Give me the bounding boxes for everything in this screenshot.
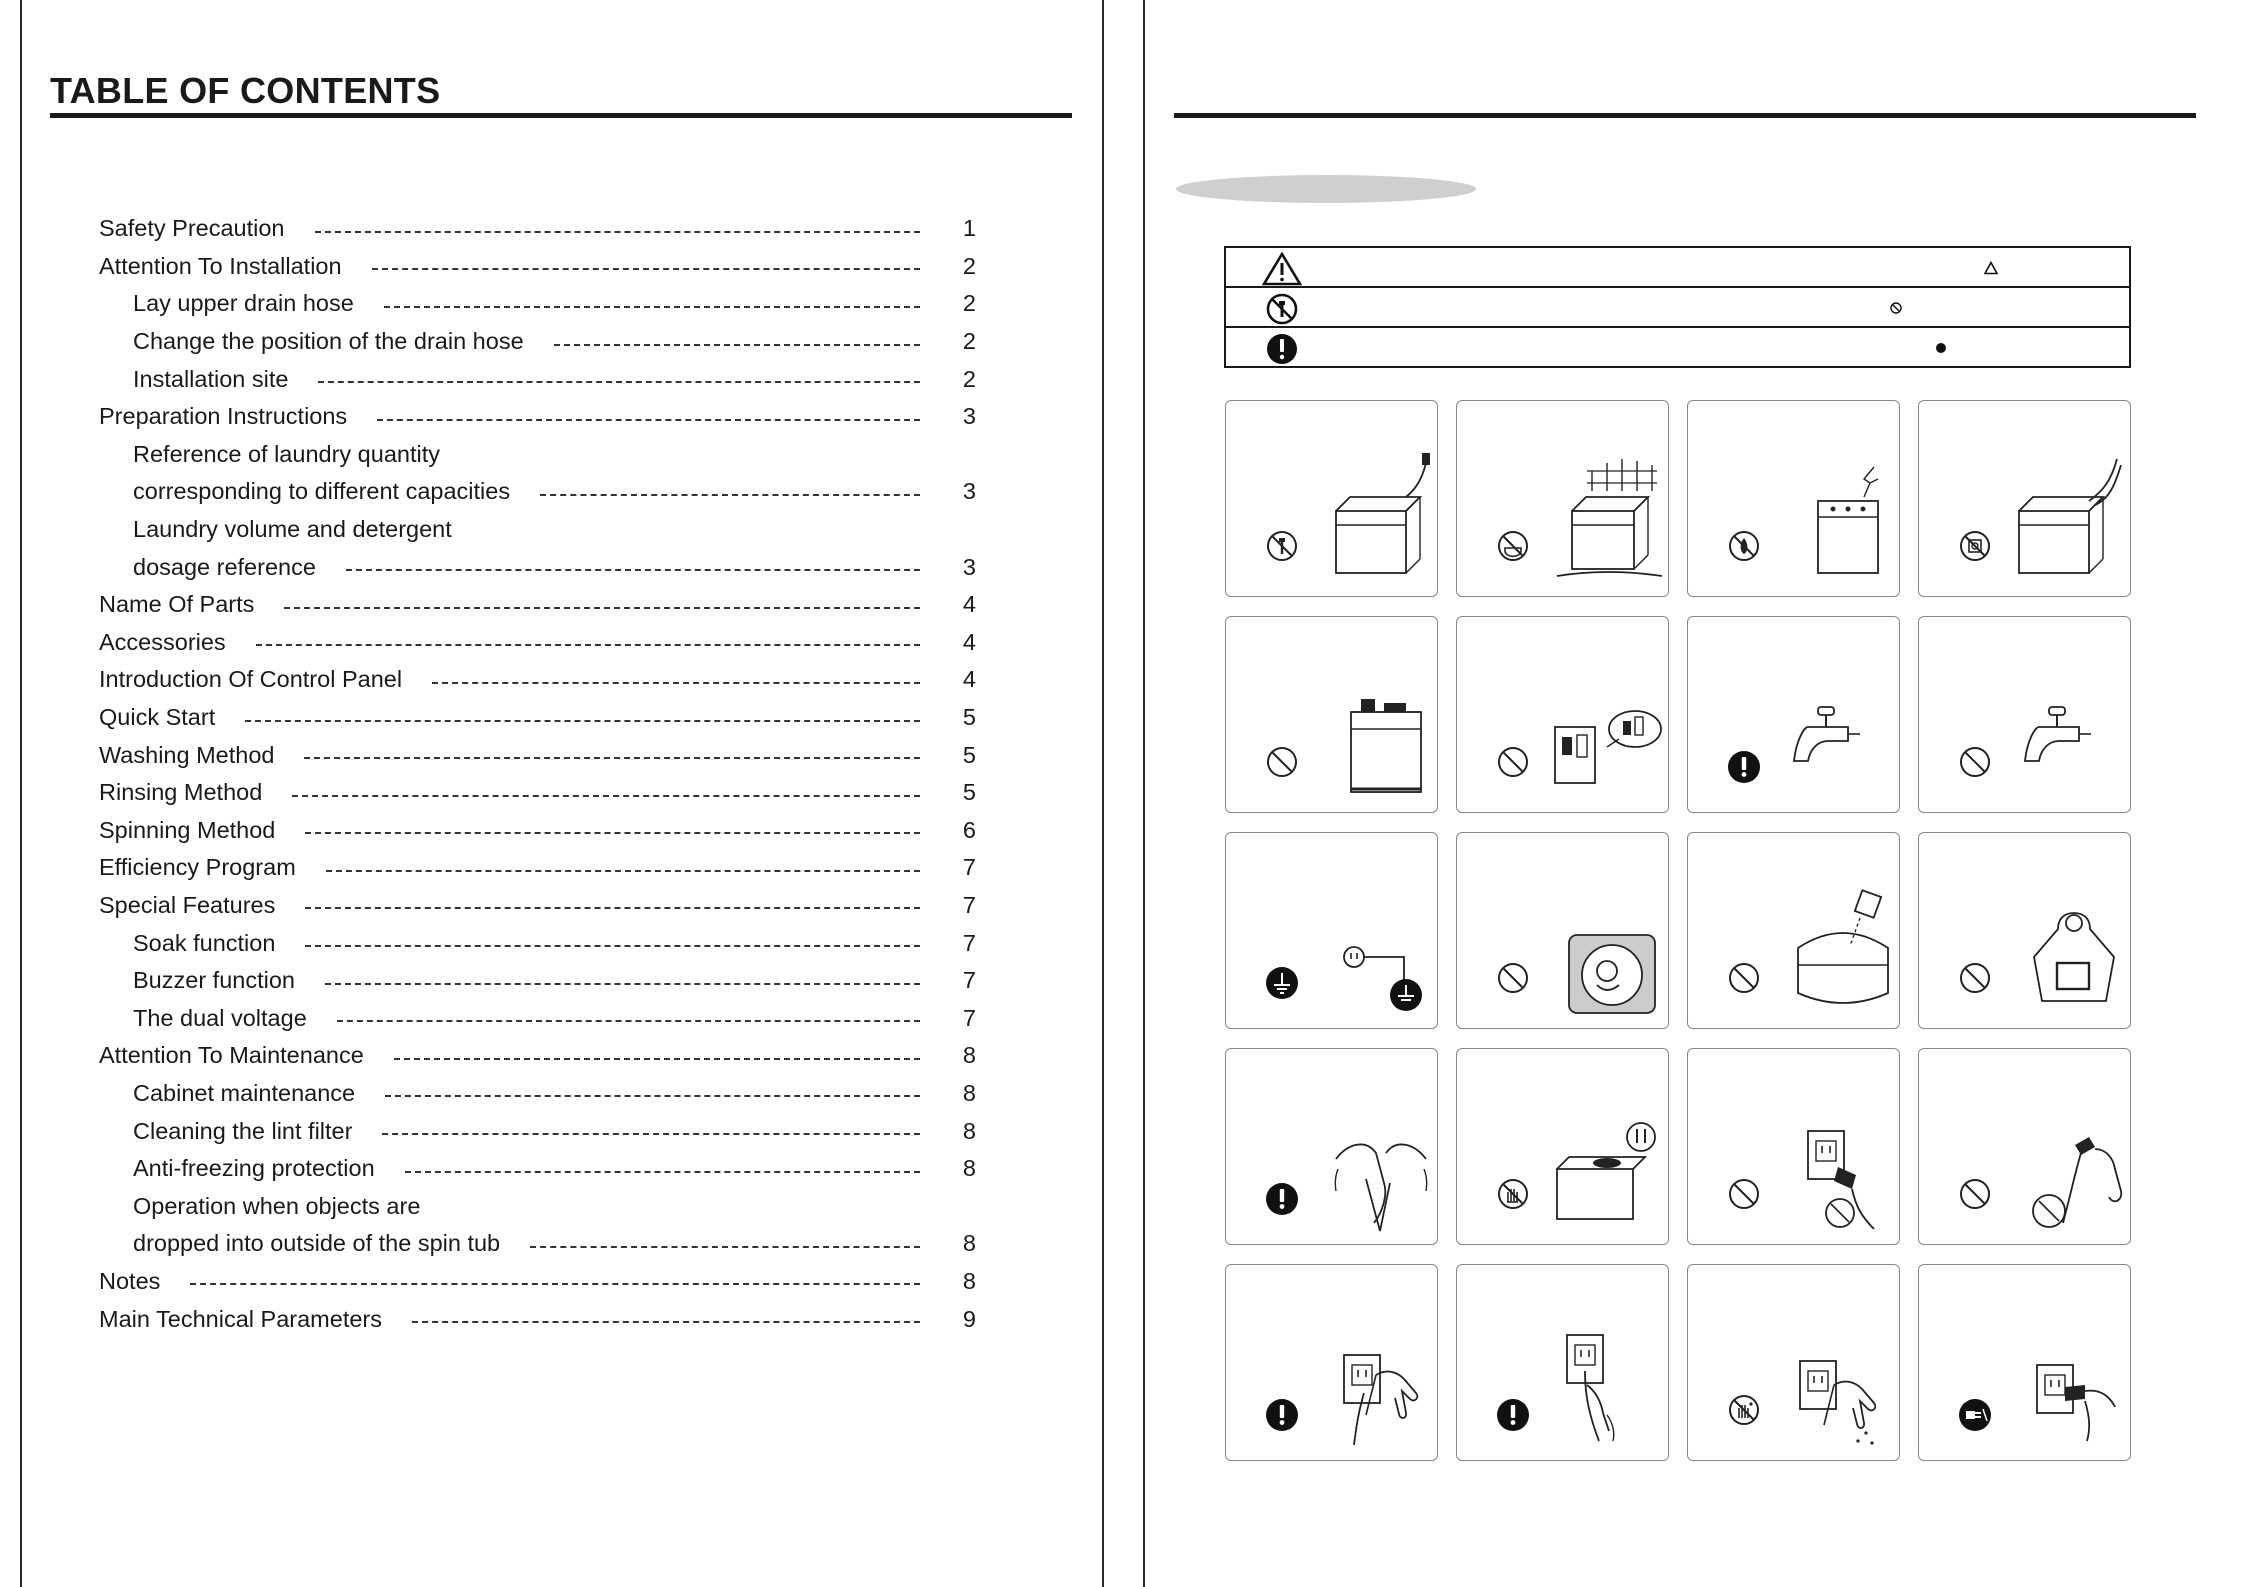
toc-entry-label: Lay upper drain hose [133, 290, 384, 317]
washer-in-damp-place-icon [1457, 401, 1670, 598]
toc-entry-page: 3 [962, 553, 976, 580]
toc-entry[interactable] [99, 586, 976, 624]
toc-entry-label: Washing Method [99, 742, 304, 769]
toc-entry[interactable] [99, 398, 976, 436]
toc-entry-label: Soak function [133, 930, 305, 957]
hand-pulling-plug-icon [1457, 1265, 1670, 1462]
safety-illustration-cell [1225, 400, 1438, 597]
safety-illustration-cell [1456, 616, 1669, 813]
toc-list [99, 210, 976, 1338]
toc-entry-page: 5 [962, 741, 976, 768]
safety-illustration-cell [1225, 1048, 1438, 1245]
safety-illustration-grid [1225, 400, 2131, 1461]
section-heading-placeholder [1176, 175, 1476, 203]
toc-entry-label: Introduction Of Control Panel [99, 666, 432, 693]
washer-spinning-icon [1457, 1049, 1670, 1246]
toc-leader-dots [346, 569, 920, 571]
toc-entry[interactable] [99, 360, 976, 398]
safety-symbol-legend [1224, 246, 2131, 368]
toc-leader-dots [385, 1095, 920, 1097]
toc-entry-label: Attention To Maintenance [99, 1042, 394, 1069]
toc-leader-dots [412, 1321, 920, 1323]
prohibition-icon [1730, 964, 1758, 992]
page-gutter-left [1102, 0, 1104, 1587]
toc-leader-dots [284, 607, 920, 609]
toc-entry-label: Preparation Instructions [99, 403, 377, 430]
toc-entry[interactable] [99, 1037, 976, 1075]
toc-leader-dots [305, 945, 920, 947]
toc-entry-page: 8 [962, 1230, 976, 1257]
toc-entry-page: 4 [962, 666, 976, 693]
safety-illustration-cell [1687, 400, 1900, 597]
toc-leader-dots [405, 1171, 920, 1173]
child-in-tub-icon [1457, 833, 1670, 1030]
toc-entry-page: 7 [962, 1004, 976, 1031]
toc-leader-dots [372, 268, 920, 270]
toc-entry-label: Name Of Parts [99, 591, 284, 618]
prohibition-small-icon [1889, 301, 1903, 315]
safety-illustration-cell [1918, 400, 2131, 597]
toc-entry-label: Notes [99, 1268, 190, 1295]
ground-icon [1266, 967, 1298, 999]
toc-leader-dots [318, 381, 920, 383]
mandatory-small-icon [1934, 341, 1948, 355]
toc-leader-dots [190, 1283, 920, 1285]
grounded-outlet-icon [1226, 833, 1439, 1030]
prohibition-icon [1961, 748, 1989, 776]
toc-title: TABLE OF CONTENTS [50, 70, 441, 111]
toc-entry[interactable] [99, 1300, 976, 1338]
toc-entry-label: Change the position of the drain hose [133, 328, 554, 355]
toc-entry-label: Quick Start [99, 704, 245, 731]
safety-illustration-cell [1456, 1048, 1669, 1245]
safety-illustration-cell [1918, 1048, 2131, 1245]
unplug-icon [1959, 1399, 1991, 1431]
pouring-detergent-icon [1688, 833, 1901, 1030]
prohibition-icon [1499, 748, 1527, 776]
prohibition-icon [1268, 748, 1296, 776]
warning-triangle-icon [1262, 252, 1302, 286]
toc-entry-page: 2 [962, 328, 976, 355]
toc-entry[interactable] [99, 1075, 976, 1113]
toc-leader-dots [377, 419, 920, 421]
legend-row-warning [1226, 248, 2129, 288]
toc-entry-label: Buzzer function [133, 967, 325, 994]
hand-unplugging-icon [1226, 1265, 1439, 1462]
safety-illustration-cell [1456, 832, 1669, 1029]
safety-illustration-cell [1225, 616, 1438, 813]
wet-hand-plug-icon [1688, 1265, 1901, 1462]
toc-entry-label: Accessories [99, 629, 256, 656]
toc-entry-label: dosage reference [133, 554, 346, 581]
toc-entry[interactable] [99, 736, 976, 774]
safety-illustration-cell [1918, 832, 2131, 1029]
mandatory-action-icon [1266, 1183, 1298, 1215]
toc-entry-page: 8 [962, 1117, 976, 1144]
toc-entry-page: 7 [962, 929, 976, 956]
toc-entry[interactable] [99, 248, 976, 286]
toc-entry[interactable] [99, 511, 976, 549]
toc-entry-label: Cabinet maintenance [133, 1080, 385, 1107]
toc-leader-dots [325, 983, 920, 985]
safety-illustration-cell [1687, 832, 1900, 1029]
left-page-border [20, 0, 22, 1587]
no-wet-hands-icon [1730, 1396, 1758, 1424]
damaged-cord-icon [1919, 1049, 2132, 1246]
toc-entry-label: Safety Precaution [99, 215, 315, 242]
washer-with-plug-icon [1226, 401, 1439, 598]
toc-leader-dots [292, 795, 920, 797]
toc-entry-page: 3 [962, 403, 976, 430]
no-disassemble-icon [1262, 292, 1302, 326]
toc-entry-page: 1 [962, 215, 976, 242]
toc-entry[interactable] [99, 624, 976, 662]
safety-illustration-cell [1225, 832, 1438, 1029]
toc-entry-label: dropped into outside of the spin tub [133, 1230, 530, 1257]
toc-entry-label: Anti-freezing protection [133, 1155, 405, 1182]
toc-entry[interactable] [99, 661, 976, 699]
toc-leader-dots [304, 757, 920, 759]
safety-illustration-cell [1225, 1264, 1438, 1461]
toc-entry-page: 7 [962, 854, 976, 881]
toc-leader-dots [305, 907, 920, 909]
toc-entry-page: 3 [962, 478, 976, 505]
prohibition-icon [1499, 964, 1527, 992]
flammable-liquids-icon [1457, 617, 1670, 814]
toc-entry-page: 8 [962, 1079, 976, 1106]
toc-entry[interactable] [99, 473, 976, 511]
toc-entry[interactable] [99, 1150, 976, 1188]
mandatory-action-icon [1262, 332, 1302, 366]
safety-illustration-cell [1687, 1264, 1900, 1461]
washer-objects-on-top-icon [1226, 617, 1439, 814]
toc-entry-page: 7 [962, 967, 976, 994]
toc-entry-page: 2 [962, 252, 976, 279]
toc-entry-label: Spinning Method [99, 817, 305, 844]
toc-entry[interactable] [99, 436, 976, 474]
toc-entry-page: 6 [962, 816, 976, 843]
prohibition-icon [1961, 964, 1989, 992]
toc-entry[interactable] [99, 1112, 976, 1150]
toc-entry-page: 4 [962, 628, 976, 655]
waterproof-clothing-icon [1919, 833, 2132, 1030]
plug-removed-icon [1919, 1265, 2132, 1462]
toc-entry-page: 5 [962, 704, 976, 731]
toc-entry-page: 5 [962, 779, 976, 806]
toc-entry[interactable] [99, 285, 976, 323]
toc-entry-page: 8 [962, 1267, 976, 1294]
toc-entry-page: 8 [962, 1042, 976, 1069]
toc-entry-label: Main Technical Parameters [99, 1306, 412, 1333]
no-flame-icon [1730, 532, 1758, 560]
toc-entry-page: 8 [962, 1155, 976, 1182]
legend-row-mandatory [1226, 328, 2129, 368]
toc-entry[interactable] [99, 962, 976, 1000]
toc-leader-dots [315, 231, 921, 233]
washer-with-cord-icon [1919, 401, 2132, 598]
water-tap-icon [1688, 617, 1901, 814]
water-tap-icon [1919, 617, 2132, 814]
toc-entry-label: Rinsing Method [99, 779, 292, 806]
toc-entry[interactable] [99, 812, 976, 850]
mandatory-action-icon [1266, 1399, 1298, 1431]
no-touch-icon [1499, 1180, 1527, 1208]
toc-entry-label: Installation site [133, 366, 318, 393]
toc-entry-label: The dual voltage [133, 1005, 337, 1032]
safety-illustration-cell [1918, 1264, 2131, 1461]
toc-entry[interactable] [99, 323, 976, 361]
hands-checking-clothes-icon [1226, 1049, 1439, 1246]
toc-entry[interactable] [99, 849, 976, 887]
safety-illustration-cell [1456, 400, 1669, 597]
toc-leader-dots [394, 1058, 920, 1060]
toc-entry-label: Laundry volume and detergent [133, 516, 482, 543]
toc-entry-label: Cleaning the lint filter [133, 1118, 382, 1145]
page-gutter-right [1143, 0, 1145, 1587]
toc-leader-dots [337, 1020, 920, 1022]
toc-leader-dots [384, 306, 920, 308]
no-bathroom-icon [1499, 532, 1527, 560]
toc-entry[interactable] [99, 548, 976, 586]
toc-entry[interactable] [99, 699, 976, 737]
no-modify-icon [1961, 532, 1989, 560]
toc-leader-dots [432, 682, 920, 684]
mandatory-action-icon [1728, 751, 1760, 783]
toc-entry-page: 4 [962, 591, 976, 618]
toc-entry-page: 2 [962, 365, 976, 392]
toc-entry[interactable] [99, 1225, 976, 1263]
toc-entry[interactable] [99, 999, 976, 1037]
toc-leader-dots [540, 494, 920, 496]
prohibition-icon [1730, 1180, 1758, 1208]
toc-leader-dots [554, 344, 920, 346]
toc-entry[interactable] [99, 1263, 976, 1301]
toc-entry-label: Reference of laundry quantity [133, 441, 470, 468]
prohibition-icon [1961, 1180, 1989, 1208]
safety-illustration-cell [1918, 616, 2131, 813]
toc-entry-page: 7 [962, 891, 976, 918]
no-disassemble-icon [1268, 532, 1296, 560]
toc-leader-dots [245, 720, 920, 722]
toc-entry-label: Attention To Installation [99, 253, 372, 280]
legend-row-prohibition [1226, 288, 2129, 328]
toc-leader-dots [326, 870, 920, 872]
washer-spark-icon [1688, 401, 1901, 598]
toc-entry-label: Special Features [99, 892, 305, 919]
toc-leader-dots [530, 1246, 920, 1248]
safety-illustration-cell [1456, 1264, 1669, 1461]
toc-leader-dots [382, 1133, 920, 1135]
toc-entry-page: 9 [962, 1305, 976, 1332]
mandatory-action-icon [1497, 1399, 1529, 1431]
toc-entry[interactable] [99, 924, 976, 962]
right-page-rule [1174, 113, 2196, 118]
toc-entry[interactable] [99, 774, 976, 812]
toc-entry-label: Operation when objects are [133, 1193, 450, 1220]
damaged-plug-icon [1688, 1049, 1901, 1246]
toc-entry[interactable] [99, 887, 976, 925]
toc-entry-label: corresponding to different capacities [133, 478, 540, 505]
toc-title-rule [50, 113, 1072, 118]
safety-illustration-cell [1687, 616, 1900, 813]
safety-illustration-cell [1687, 1048, 1900, 1245]
warning-triangle-small-icon [1984, 261, 1998, 275]
toc-entry-page: 2 [962, 290, 976, 317]
toc-entry[interactable] [99, 1187, 976, 1225]
toc-leader-dots [305, 832, 920, 834]
toc-leader-dots [256, 644, 920, 646]
toc-entry[interactable] [99, 210, 976, 248]
toc-entry-label: Efficiency Program [99, 854, 326, 881]
